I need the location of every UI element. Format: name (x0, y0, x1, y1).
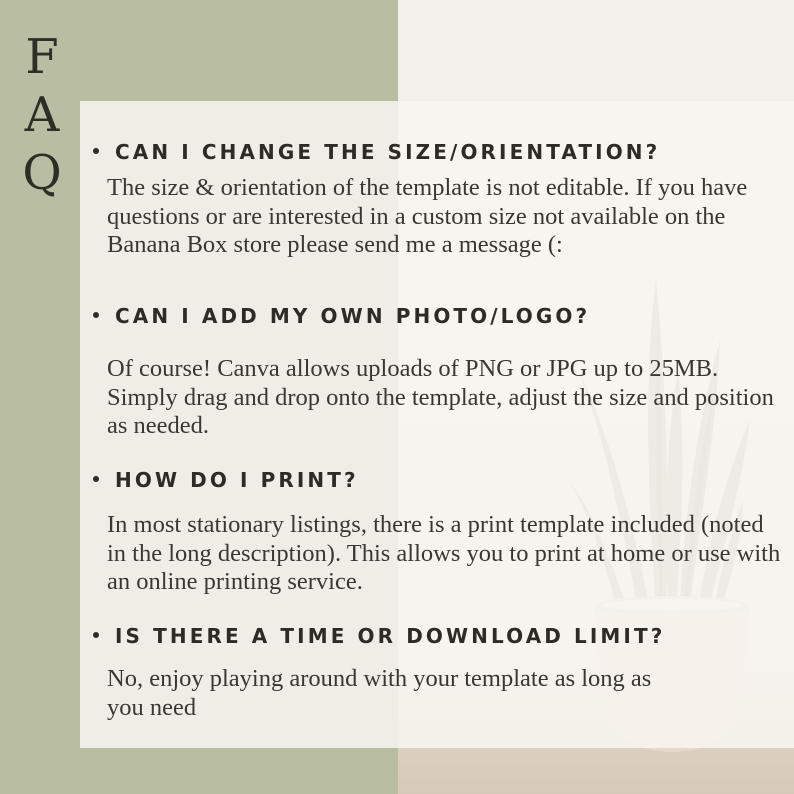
faq-title (22, 28, 62, 202)
faq-letter-q: Q (22, 145, 62, 201)
faq-letter-a: A (24, 87, 60, 143)
faq-answer-3: In most stationary listings, there is a print template included (noted in the long description). This allows you to print at home or use with an online printing service. (107, 511, 781, 595)
bullet-icon (93, 312, 99, 318)
faq-question-4: IS THERE A TIME OR DOWNLOAD LIMIT? (93, 624, 665, 648)
bullet-icon (93, 476, 99, 482)
faq-question-1: CAN I CHANGE THE SIZE/ORIENTATION? (93, 140, 660, 164)
faq-answer-4: No, enjoy playing around with your template as long as you need (107, 665, 652, 721)
faq-answer-2: Of course! Canva allows uploads of PNG or JPG up to 25MB. Simply drag and drop onto the template, adjust the size and position as needed. (107, 355, 774, 439)
faq-letter-f: F (25, 29, 59, 85)
bullet-icon (93, 632, 99, 638)
faq-question-2: CAN I ADD MY OWN PHOTO/LOGO? (93, 304, 590, 328)
faq-answer-1: The size & orientation of the template is not editable. If you have questions or are interested in a custom size not available on the Banana Box store please send me a message (: (107, 174, 748, 258)
faq-panel (80, 101, 794, 748)
bullet-icon (93, 148, 99, 154)
faq-question-3: HOW DO I PRINT? (93, 468, 359, 492)
